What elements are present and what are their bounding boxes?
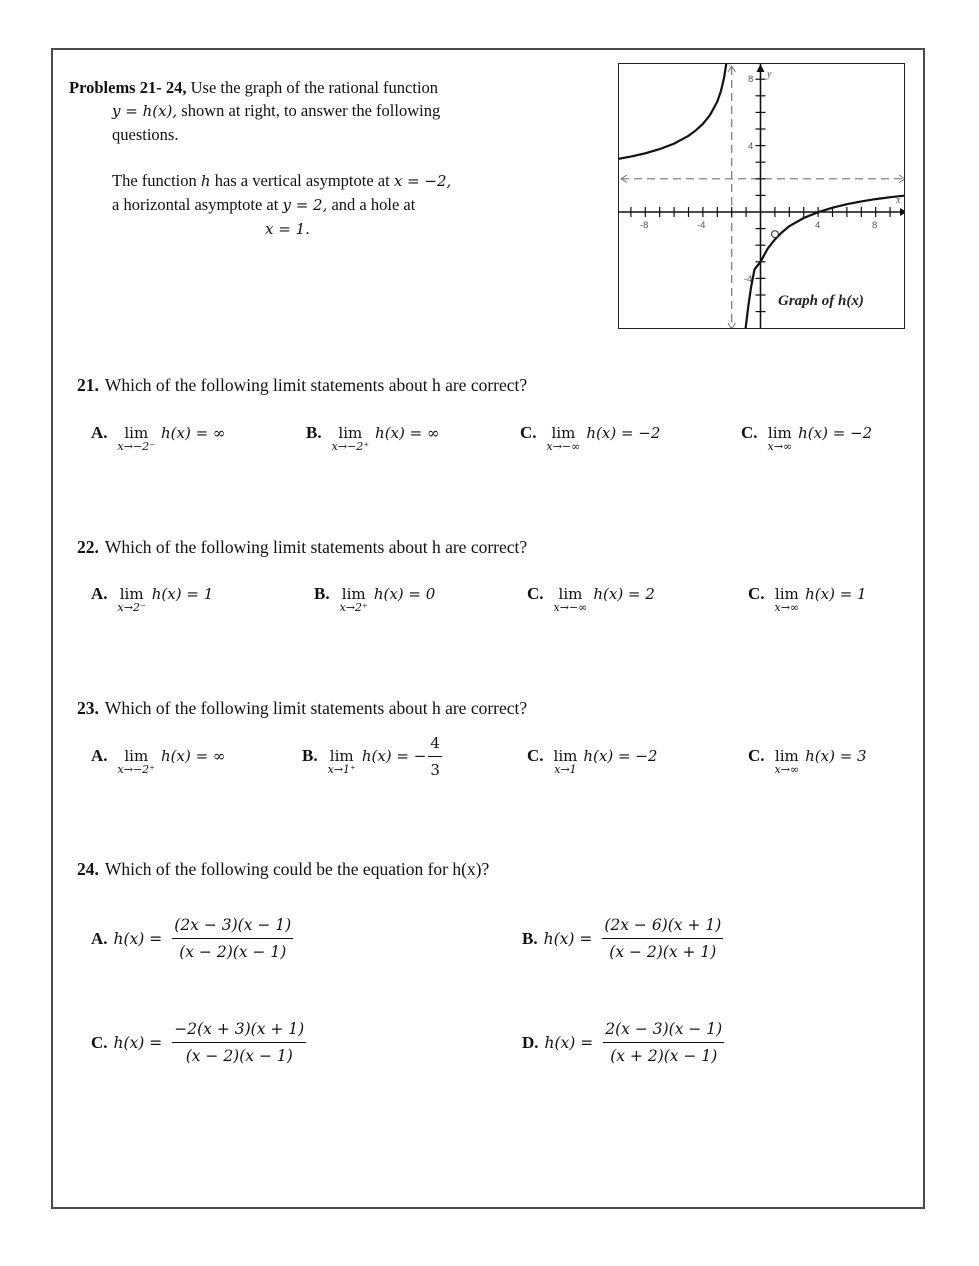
svg-text:4: 4 bbox=[814, 219, 820, 231]
fraction: $\frac{(2x - 3)(x - 1)}{(x - 2)(x - 1)}$ bbox=[174, 916, 292, 961]
limit: lim x→∞ bbox=[774, 747, 800, 776]
q24-option-a[interactable]: A. h(x) = $\frac{(2x - 3)(x - 1)}{(x - 2)(x - 1)}$ bbox=[91, 916, 292, 961]
question-22: 22. Which of the following limit statements about h are correct? bbox=[77, 537, 528, 557]
fraction: $\frac{(2x - 6)(x + 1)}{(x - 2)(x + 1)}$ bbox=[604, 916, 722, 961]
graph-of-h bbox=[618, 63, 905, 329]
intro-line-2: y = h(x), shown at right, to answer the following bbox=[112, 101, 441, 120]
limit: lim x→−∞ bbox=[553, 585, 588, 614]
limit: lim x→∞ bbox=[767, 424, 793, 453]
intro-line-1: Problems 21- 24, Use the graph of the rational function bbox=[69, 78, 439, 97]
q23-option-b[interactable]: B. lim x→1⁺ h(x) = − $\frac{4}{3}$ bbox=[302, 734, 440, 779]
q24-option-b[interactable]: B. h(x) = $\frac{(2x - 6)(x + 1)}{(x - 2)(x + 1)}$ bbox=[522, 916, 722, 961]
y-axis-label: y bbox=[766, 68, 771, 80]
svg-text:4: 4 bbox=[747, 140, 753, 152]
question-24: 24. Which of the following could be the equation for h(x)? bbox=[77, 859, 490, 879]
intro-line-3: questions. bbox=[112, 125, 179, 144]
q23-option-d[interactable]: C. lim x→∞ h(x) = 3 bbox=[748, 746, 867, 776]
intro-para2-line-2: a horizontal asymptote at y = 2, and a hole at bbox=[112, 195, 416, 214]
limit: lim x→2⁺ bbox=[339, 585, 368, 614]
q21-option-d[interactable]: C. lim x→∞ h(x) = −2 bbox=[741, 423, 873, 453]
limit: lim x→1⁺ bbox=[327, 747, 356, 776]
hole-marker bbox=[771, 230, 778, 237]
y-axis-arrow-icon bbox=[756, 64, 764, 72]
problem-intro bbox=[69, 76, 539, 241]
fraction: $\frac{2(x - 3)(x - 1)}{(x + 2)(x - 1)}$ bbox=[605, 1020, 723, 1065]
graph-svg bbox=[618, 63, 905, 329]
q22-option-b[interactable]: B. lim x→2⁺ h(x) = 0 bbox=[314, 584, 436, 614]
intro-para2-line-3: x = 1. bbox=[265, 220, 310, 238]
q21-option-c[interactable]: C. lim x→−∞ h(x) = −2 bbox=[520, 423, 661, 453]
question-23: 23. Which of the following limit statements about h are correct? bbox=[77, 698, 528, 718]
limit: lim x→2⁻ bbox=[117, 585, 146, 614]
q21-option-a[interactable]: A. lim x→−2⁻ h(x) = ∞ bbox=[91, 423, 226, 453]
fraction: $\frac{4}{3}$ bbox=[430, 734, 440, 779]
q24-option-c[interactable]: C. h(x) = $\frac{-2(x + 3)(x + 1)}{(x - 2)(x - 1)}$ bbox=[91, 1020, 305, 1065]
q22-option-c[interactable]: C. lim x→−∞ h(x) = 2 bbox=[527, 584, 655, 614]
fraction: $\frac{-2(x + 3)(x + 1)}{(x - 2)(x - 1)}$ bbox=[174, 1020, 305, 1065]
svg-text:-4: -4 bbox=[743, 273, 752, 285]
limit: lim x→∞ bbox=[774, 585, 800, 614]
intro-heading: Problems 21- 24, bbox=[69, 78, 187, 97]
svg-text:-4: -4 bbox=[696, 219, 705, 231]
intro-para2-line-1: The function h has a vertical asymptote at x = −2, bbox=[112, 171, 452, 190]
svg-text:8: 8 bbox=[871, 219, 877, 231]
question-21: 21. Which of the following limit statements about h are correct? bbox=[77, 375, 528, 395]
graph-caption: Graph of h(x) bbox=[777, 292, 864, 309]
asymptote-arrow-bottom-icon bbox=[728, 323, 735, 329]
limit: lim x→1 bbox=[553, 747, 578, 776]
q22-option-d[interactable]: C. lim x→∞ h(x) = 1 bbox=[748, 584, 867, 614]
q21-option-b[interactable]: B. lim x→−2⁺ h(x) = ∞ bbox=[306, 423, 440, 453]
limit: lim x→−2⁺ bbox=[117, 747, 155, 776]
x-axis-label: x bbox=[895, 194, 900, 206]
svg-text:8: 8 bbox=[747, 73, 753, 85]
svg-text:-8: -8 bbox=[639, 219, 648, 231]
tick-labels bbox=[640, 74, 877, 285]
limit: lim x→−2⁺ bbox=[331, 424, 370, 453]
q23-option-c[interactable]: C. lim x→1 h(x) = −2 bbox=[527, 746, 658, 776]
curve-left-branch bbox=[618, 63, 726, 159]
limit: lim x→−2⁻ bbox=[117, 424, 155, 453]
q22-option-a[interactable]: A. lim x→2⁻ h(x) = 1 bbox=[91, 584, 214, 614]
q23-option-a[interactable]: A. lim x→−2⁺ h(x) = ∞ bbox=[91, 746, 226, 776]
q24-option-d[interactable]: D. h(x) = $\frac{2(x - 3)(x - 1)}{(x + 2)(x - 1)}$ bbox=[522, 1020, 723, 1065]
x-axis-arrow-icon bbox=[900, 208, 906, 216]
curve-right-branch bbox=[745, 195, 904, 328]
intro-spacer bbox=[69, 146, 539, 169]
limit: lim x→−∞ bbox=[546, 424, 581, 453]
